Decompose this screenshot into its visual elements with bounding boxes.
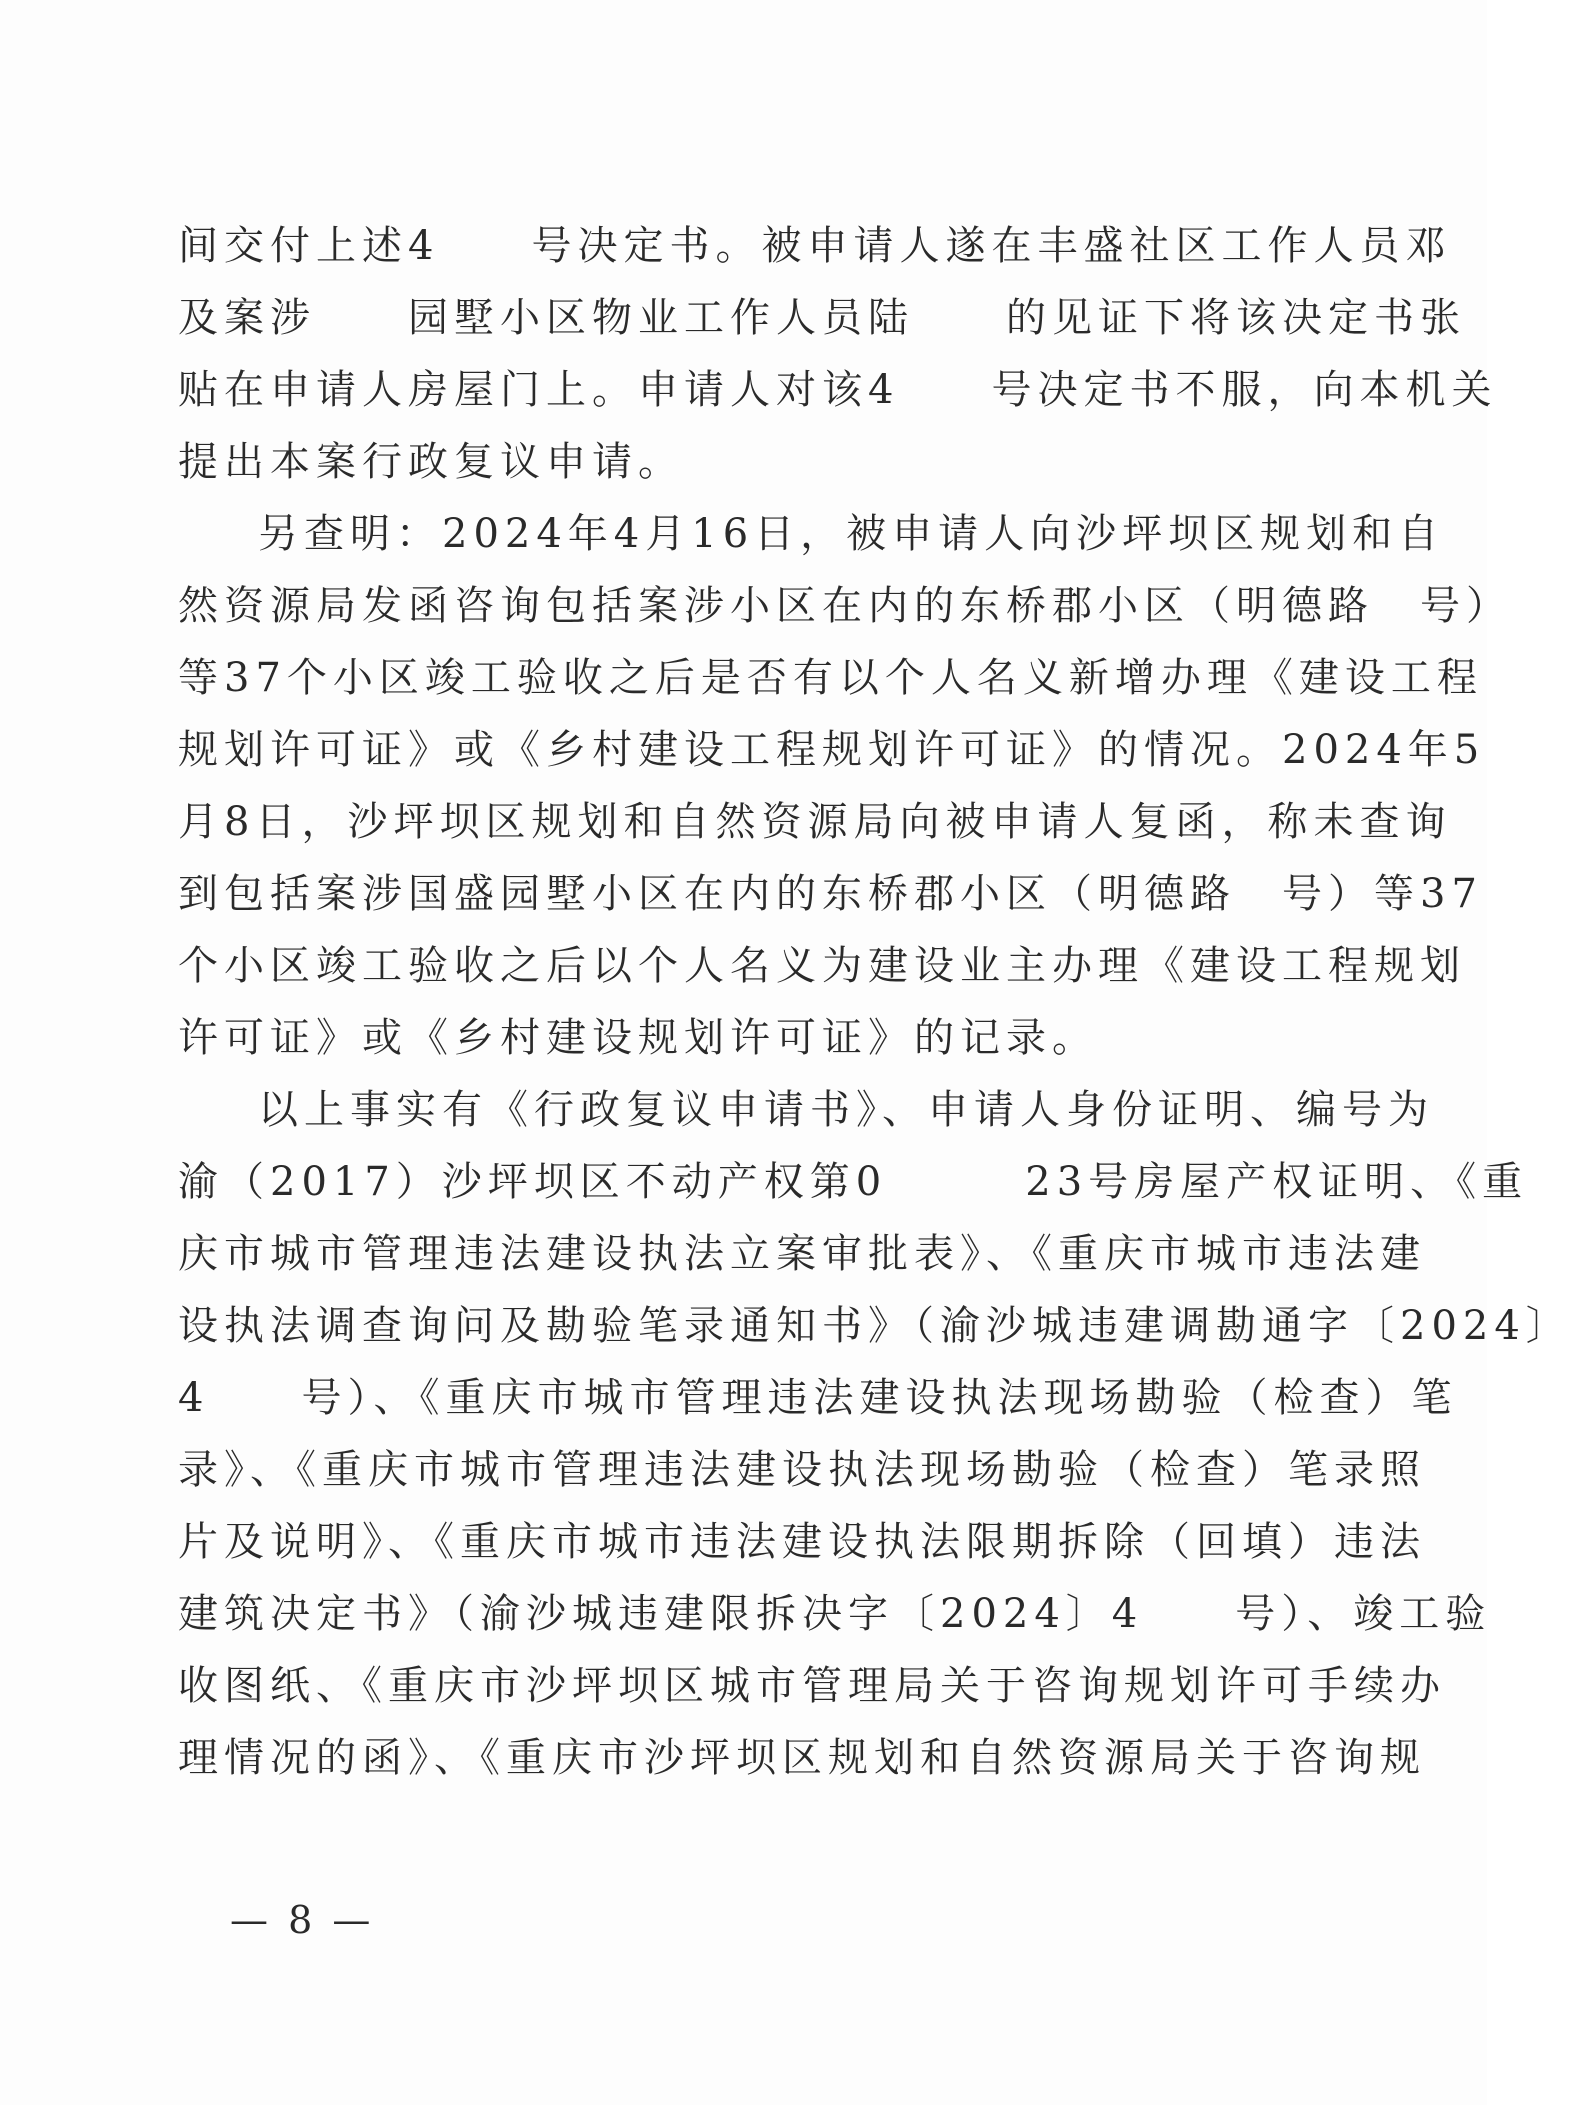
text-line: 理情况的函》、《重庆市沙坪坝区规划和自然资源局关于咨询规 [178, 1735, 1426, 1781]
text-line: 等37个小区竣工验收之后是否有以个人名义新增办理《建设工程 [178, 655, 1483, 701]
text-line: 片及说明》、《重庆市城市违法建设执法限期拆除（回填）违法 [178, 1519, 1426, 1565]
text-line: 设执法调查询问及勘验笔录通知书》（渝沙城违建调勘通字〔2024〕 [178, 1303, 1572, 1349]
text-line: 月8日，沙坪坝区规划和自然资源局向被申请人复函，称未查询 [178, 799, 1452, 845]
paragraph-start-line: 以上事实有《行政复议申请书》、申请人身份证明、编号为 [258, 1087, 1434, 1133]
text-line: 收图纸、《重庆市沙坪坝区城市管理局关于咨询规划许可手续办 [178, 1663, 1446, 1709]
page-number: — 8 — [230, 1898, 375, 1942]
text-line: 许可证》或《乡村建设规划许可证》的记录。 [178, 1015, 1098, 1061]
paragraph-start-line: 另查明：2024年4月16日，被申请人向沙坪坝区规划和自 [258, 511, 1445, 557]
text-line: 及案涉 园墅小区物业工作人员陆 的见证下将该决定书张 [178, 295, 1466, 341]
text-line: 提出本案行政复议申请。 [178, 439, 684, 485]
text-line: 个小区竣工验收之后以个人名义为建设业主办理《建设工程规划 [178, 943, 1466, 989]
text-line: 间交付上述4 号决定书。被申请人遂在丰盛社区工作人员邓 [178, 223, 1452, 269]
text-line: 渝（2017）沙坪坝区不动产权第0 23号房屋产权证明、《重 [178, 1159, 1529, 1205]
text-line: 然资源局发函咨询包括案涉小区在内的东桥郡小区（明德路 号） [178, 583, 1512, 629]
text-line: 规划许可证》或《乡村建设工程规划许可证》的情况。2024年5 [178, 727, 1486, 773]
text-line: 庆市城市管理违法建设执法立案审批表》、《重庆市城市违法建 [178, 1231, 1426, 1277]
text-line: 录》、《重庆市城市管理违法建设执法现场勘验（检查）笔录照 [178, 1447, 1426, 1493]
text-line: 4 号）、《重庆市城市管理违法建设执法现场勘验（检查）笔 [178, 1375, 1458, 1421]
text-line: 到包括案涉国盛园墅小区在内的东桥郡小区（明德路 号）等37 [178, 871, 1483, 917]
text-line: 贴在申请人房屋门上。申请人对该4 号决定书不服，向本机关 [178, 367, 1498, 413]
text-line: 建筑决定书》（渝沙城违建限拆决字〔2024〕4 号）、竣工验 [178, 1591, 1492, 1637]
